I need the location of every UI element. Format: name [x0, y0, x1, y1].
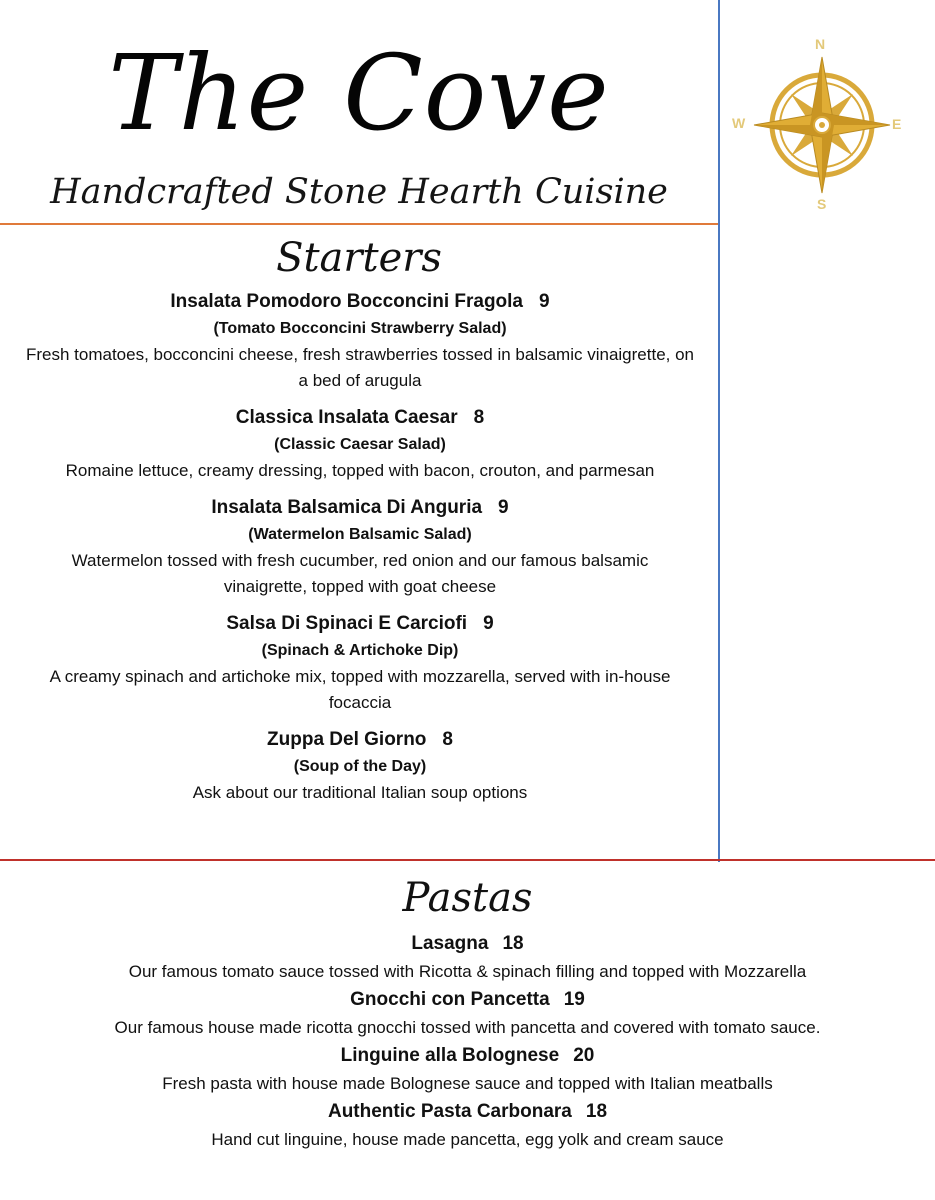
menu-item	[0, 986, 935, 1042]
menu-item	[20, 726, 700, 806]
item-price: 19	[563, 989, 585, 1010]
item-name: Linguine alla Bolognese	[340, 1045, 560, 1066]
menu-item	[0, 1098, 935, 1154]
item-price: 9	[539, 291, 550, 312]
item-description: Watermelon tossed with fresh cucumber, red onion and our famous balsamic vinaigrette, topped with goat cheese	[71, 551, 649, 596]
item-description: Ask about our traditional Italian soup options	[192, 783, 528, 802]
item-name: Insalata Pomodoro Bocconcini Fragola	[170, 291, 524, 312]
header-divider	[0, 223, 718, 225]
item-description: Romaine lettuce, creamy dressing, topped with bacon, crouton, and parmesan	[65, 461, 655, 480]
restaurant-tagline: Handcrafted Stone Hearth Cuisine	[50, 172, 668, 212]
item-description: Our famous house made ricotta gnocchi tossed with pancetta and covered with tomato sauce.	[114, 1018, 821, 1037]
item-subtitle: (Watermelon Balsamic Salad)	[248, 526, 472, 543]
item-name: Gnocchi con Pancetta	[350, 989, 550, 1010]
compass-north-label: N	[815, 36, 826, 52]
menu-item	[0, 1042, 935, 1098]
item-name: Classica Insalata Caesar	[235, 407, 458, 428]
item-price: 20	[573, 1045, 595, 1066]
item-name: Salsa Di Spinaci E Carciofi	[226, 613, 468, 634]
item-description: Hand cut linguine, house made pancetta, egg yolk and cream sauce	[211, 1130, 724, 1149]
vertical-divider	[718, 0, 720, 862]
item-subtitle: (Classic Caesar Salad)	[274, 436, 446, 453]
pastas-list	[0, 930, 935, 1154]
item-subtitle: (Spinach & Artichoke Dip)	[261, 642, 459, 659]
compass-west-label: W	[732, 115, 746, 131]
item-description: Our famous tomato sauce tossed with Ricotta & spinach filling and topped with Mozzarella	[128, 962, 807, 981]
item-name: Lasagna	[411, 933, 489, 954]
item-subtitle: (Soup of the Day)	[293, 758, 427, 775]
item-description: Fresh tomatoes, bocconcini cheese, fresh strawberries tossed in balsamic vinaigrette, on a bed of arugula	[25, 345, 695, 390]
item-price: 18	[585, 1101, 608, 1122]
item-description: A creamy spinach and artichoke mix, topped with mozzarella, served with in-house focaccia	[49, 667, 671, 712]
item-name: Authentic Pasta Carbonara	[327, 1101, 572, 1122]
item-price: 8	[473, 407, 485, 428]
compass-south-label: S	[817, 196, 827, 212]
menu-item	[20, 610, 700, 716]
menu-item	[20, 494, 700, 600]
item-price: 9	[483, 613, 494, 634]
compass-rose-icon	[732, 36, 912, 216]
starters-list	[20, 288, 700, 816]
restaurant-title: The Cove	[108, 32, 610, 154]
item-price: 18	[502, 933, 524, 954]
compass-east-label: E	[892, 116, 902, 132]
section-divider	[0, 859, 935, 861]
starters-heading: Starters	[276, 235, 442, 281]
item-name: Insalata Balsamica Di Anguria	[211, 497, 483, 518]
item-price: 8	[442, 729, 453, 750]
item-price: 9	[498, 497, 509, 518]
menu-item	[20, 288, 700, 394]
item-subtitle: (Tomato Bocconcini Strawberry Salad)	[213, 320, 507, 337]
menu-item	[20, 404, 700, 484]
item-description: Fresh pasta with house made Bolognese sauce and topped with Italian meatballs	[162, 1074, 773, 1093]
menu-item	[0, 930, 935, 986]
pastas-heading: Pastas	[402, 875, 533, 921]
item-name: Zuppa Del Giorno	[267, 729, 427, 750]
